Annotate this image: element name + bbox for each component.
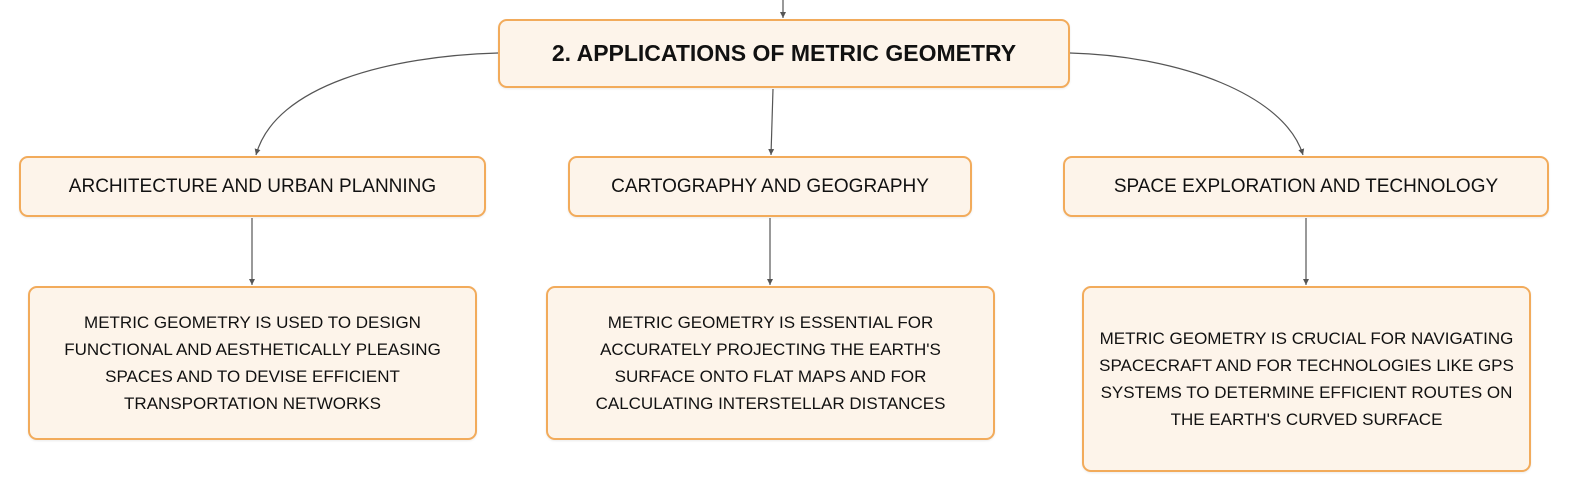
branch-node-label: SPACE EXPLORATION AND TECHNOLOGY (1113, 175, 1499, 197)
detail-node-architecture[interactable] (28, 286, 477, 440)
connector-root-to-space (1070, 53, 1303, 155)
detail-node-cartography[interactable] (546, 286, 995, 440)
branch-node-cartography[interactable] (568, 156, 972, 217)
branch-node-architecture[interactable] (19, 156, 486, 217)
root-node[interactable] (498, 19, 1070, 88)
connector-root-to-architecture (256, 53, 498, 155)
branch-node-label: CARTOGRAPHY AND GEOGRAPHY (611, 175, 929, 197)
detail-node-text: METRIC GEOMETRY IS USED TO DESIGN FUNCTIONAL AND AESTHETICALLY PLEASING SPACES AND TO DEVISE EFFICIENT TRANSPORTATION NETWORKS (64, 313, 441, 413)
branch-node-space-exploration[interactable] (1063, 156, 1549, 217)
detail-node-text: METRIC GEOMETRY IS ESSENTIAL FOR ACCURATELY PROJECTING THE EARTH'S SURFACE ONTO FLAT MAPS AND FOR CALCULATING INTERSTELLAR DISTANCES (595, 313, 946, 413)
detail-node-text: METRIC GEOMETRY IS CRUCIAL FOR NAVIGATING SPACECRAFT AND FOR TECHNOLOGIES LIKE GPS SYSTEMS TO DETERMINE EFFICIENT ROUTES ON THE EARTH'S CURVED SURFACE (1099, 329, 1514, 429)
branch-node-label: ARCHITECTURE AND URBAN PLANNING (68, 175, 437, 197)
detail-node-space-exploration[interactable] (1082, 286, 1531, 472)
root-node-label: 2. APPLICATIONS OF METRIC GEOMETRY (551, 40, 1017, 66)
connector-root-to-cartography (771, 89, 773, 155)
